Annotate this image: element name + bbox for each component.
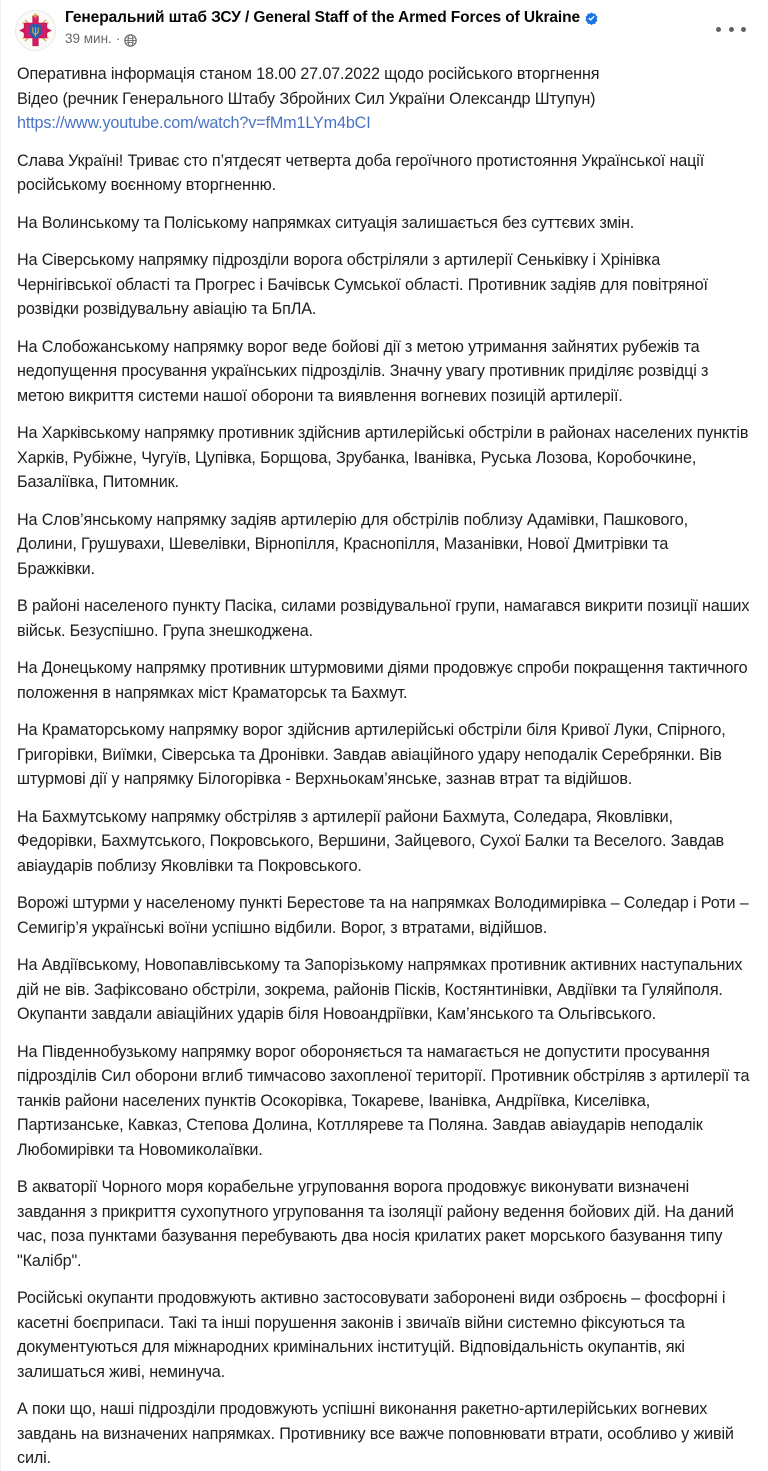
post-paragraph: На Бахмутському напрямку обстріляв з артилерії райони Бахмута, Соледара, Яковлівки, Федорівки, Бахмутського, Покровського, Вершини, Зайцевого, Сухої Балки та Веселого. Завдав авіаударів поблизу Яковлівки та Покровського. — [17, 807, 724, 875]
post-paragraph: На Слов’янському напрямку задіяв артилерію для обстрілів поблизу Адамівки, Пашкового, Долини, Грушувахи, Шевелівки, Вірнопілля, Краснопілля, Мазанівки, Нової Дмитрівки та Бражківки. — [17, 510, 688, 578]
meta-separator: · — [115, 30, 121, 46]
general-staff-emblem-icon — [16, 11, 55, 50]
avatar[interactable] — [15, 10, 56, 51]
post-paragraph: На Слобожанському напрямку ворог веде бойові дії з метою утримання зайнятих рубежів та недопущення просування українських підрозділів. Значну увагу противник приділяє розвідці з метою викриття системи нашої оборони та виявлення вогневих позицій артилерії. — [17, 337, 709, 405]
ellipsis-dot — [716, 27, 721, 32]
ellipsis-dot — [729, 27, 734, 32]
post-header-text — [65, 9, 598, 46]
post-paragraph: На Авдіївському, Новопавлівському та Запорізькому напрямках противник активних наступальних дій не вів. Зафіксовано обстріли, зокрема, районів Пісків, Костянтинівки, Авдіївки та Гуляйполя. Окупанти завдали авіаційних ударів біля Новоандріївки, Кам’янського та Ольгівського. — [17, 956, 743, 1023]
post-paragraph: Російські окупанти продовжують активно застосовувати заборонені види озброєнь – фосфорні і касетні боєприпаси. Такі та інші порушення законів і звичаїв війни системно фіксуються та документуються для міжнародних кримінальних інституцій. Відповідальність окупантів, які залишаться живі, неминуча. — [17, 1289, 726, 1381]
post-intro-link-line — [17, 111, 750, 136]
post-intro-block — [17, 62, 750, 136]
verified-badge-icon — [585, 12, 598, 25]
post-paragraph: На Краматорському напрямку ворог здійснив артилерійські обстріли біля Кривої Луки, Спірного, Григорівки, Виїмки, Сіверська та Дронівки. Завдав авіаційного удару неподалік Серебрянки. Вів штурмові дії у напрямку Білогорівка - Верхньокам’янське, зазнав втрат та відійшов. — [17, 721, 726, 788]
post-paragraph: Ворожі штурми у населеному пункті Берестове та на напрямках Володимирівка – Соледар і Роти – Семигір’я українські воїни успішно відбили. Ворог, з втратами, відійшов. — [17, 894, 749, 937]
post-meta-row — [65, 31, 598, 46]
page-name[interactable]: Генеральний штаб ЗСУ / General Staff of the Armed Forces of Ukraine — [65, 9, 581, 26]
globe-icon[interactable] — [124, 34, 137, 47]
page-name-row — [65, 9, 598, 27]
post-options-menu-button[interactable] — [716, 20, 746, 38]
post-paragraph: В акваторії Чорного моря корабельне угруповання ворога продовжує виконувати визначені завдання з прикриття сухопутного угруповання та ізоляції району ведення бойових дій. На даний час, поза пунктами базування перебувають два носія крилатих ракет морського базування типу "Калібр". — [17, 1178, 734, 1270]
post-paragraph: А поки що, наші підрозділи продовжують успішні виконання ракетно-артилерійських вогневих завдань на визначених напрямках. Противнику все важче поповнювати втрати, особливо у живій силі. — [17, 1400, 734, 1467]
post-timestamp[interactable]: 39 мин. — [65, 30, 112, 46]
ellipsis-dot — [741, 27, 746, 32]
post-paragraph: Слава Україні! Триває сто п’ятдесят четверта доба героїчного протистояння Української нації російському воєнному вторгненню. — [17, 151, 705, 194]
post-intro-line-1: Оперативна інформація станом 18.00 27.07.2022 щодо російського вторгнення — [17, 65, 600, 83]
post-paragraph: На Харківському напрямку противник здійснив артилерійські обстріли в районах населених пунктів Харків, Рубіжне, Чугуїв, Цупівка, Борщова, Зрубанка, Іванівка, Руська Лозова, Коробочкине, Базалiївка, Питомник. — [17, 424, 749, 491]
post-body — [1, 62, 768, 1471]
post-paragraph: На Сіверському напрямку підрозділи ворога обстріляли з артилерії Сеньківку і Хрінівка Чернігівської області та Прогрес і Бачівськ Сумської області. Противник задіяв для повітряної розвідки розвідувальну авіацію та БпЛА. — [17, 251, 708, 318]
post-header — [1, 0, 768, 62]
post-paragraph: На Південнобузькому напрямку ворог обороняється та намагається не допустити просування підрозділів Сил оборони вглиб тимчасово захопленої території. Противник обстріляв з артилерії та танків райони населених пунктів Осокорівка, Токареве, Іванівка, Андріївка, Киселівка, Партизанське, Кавказ, Степова Долина, Котлляреве та Поляна. Завдав авіаударів неподалік Любомирівки та Новомиколаївки. — [17, 1042, 750, 1159]
post-paragraph: На Волинському та Поліському напрямках ситуація залишається без суттєвих змін. — [17, 213, 635, 232]
post-intro-line-2: Відео (речник Генерального Штабу Збройних Сил України Олександр Штупун) — [17, 89, 596, 108]
youtube-video-link[interactable]: https://www.youtube.com/watch?v=fMm1LYm4bCI — [17, 114, 371, 132]
post-paragraph: В районі населеного пункту Пасіка, силами розвідувальної групи, намагався викрити позиції наших військ. Безуспішно. Група знешкоджена. — [17, 597, 750, 640]
post-paragraph: На Донецькому напрямку противник штурмовими діями продовжує спроби покращення тактичного положення в напрямках міст Краматорськ та Бахмут. — [17, 659, 748, 702]
